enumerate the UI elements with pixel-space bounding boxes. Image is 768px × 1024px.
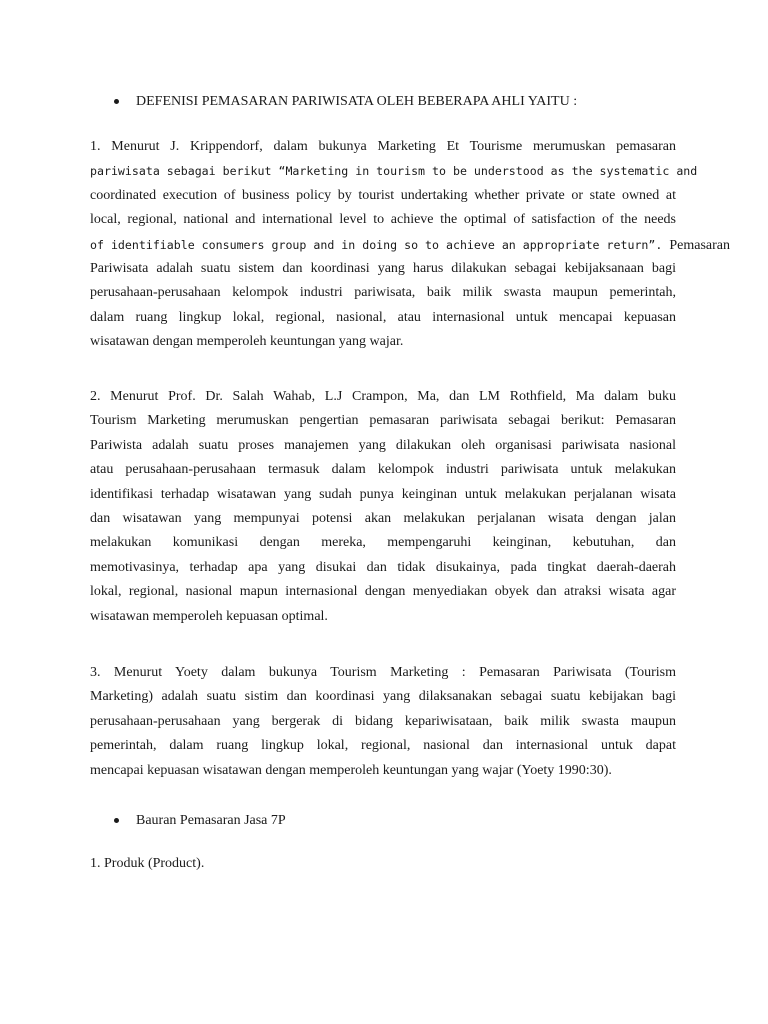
text-line: perusahaan-perusahaan kelompok industri pariwisata, baik milik swasta maupun pemerintah, xyxy=(90,285,676,301)
list-item-produk: 1. Produk (Product). xyxy=(90,856,205,871)
text-line: pariwisata sebagai berikut “Marketing in tourism to be understood as the systematic and xyxy=(90,164,698,179)
text-span: of identifiable consumers group and in doing so to achieve an appropriate return”. xyxy=(90,237,663,252)
text-line: wisatawan dengan memperoleh keuntungan yang wajar. xyxy=(90,334,404,350)
text-line: dalam ruang lingkup lokal, regional, nasional, atau internasional untuk mencapai kepuasan xyxy=(90,309,676,325)
text-line: pemerintah, dalam ruang lingkup lokal, regional, nasional dan internasional untuk dapat xyxy=(90,738,676,754)
text-line: lokal, regional, nasional mapun internasional dengan menyediakan obyek dan atraksi wisata agar xyxy=(90,584,676,600)
text-line: wisatawan memperoleh kepuasan optimal. xyxy=(90,608,328,624)
text-line: perusahaan-perusahaan yang bergerak di bidang kepariwisataan, baik milik swasta maupun xyxy=(90,713,676,729)
text-line: 1. Menurut J. Krippendorf, dalam bukunya Marketing Et Tourisme merumuskan pemasaran xyxy=(90,139,676,154)
text-span: Pemasaran xyxy=(669,237,731,253)
text-line: dan wisatawan yang mempunyai potensi akan melakukan perjalanan wisata dengan jalan xyxy=(90,510,676,526)
bullet-text: Bauran Pemasaran Jasa 7P xyxy=(136,813,286,828)
text-line xyxy=(90,233,731,257)
bullet-dot-icon xyxy=(114,99,119,104)
text-line: melakukan komunikasi dengan mereka, mempengaruhi keinginan, kebutuhan, dan xyxy=(90,535,676,551)
paragraph-wahab xyxy=(90,385,676,629)
paragraph-yoety xyxy=(90,661,676,783)
bullet-text: DEFENISI PEMASARAN PARIWISATA OLEH BEBERAPA AHLI YAITU : xyxy=(136,94,578,109)
text-line: Pariwisata adalah suatu sistem dan koordinasi yang harus dilakukan sebagai kebijaksanaan bagi xyxy=(90,260,676,276)
text-line: 2. Menurut Prof. Dr. Salah Wahab, L.J Crampon, Ma, dan LM Rothfield, Ma dalam buku xyxy=(90,389,676,404)
text-line: local, regional, national and international level to achieve the optimal of satisfaction of the needs xyxy=(90,212,676,228)
bullet-dot-icon xyxy=(114,818,119,823)
text-line: Pariwista adalah suatu proses manajemen yang dilakukan oleh organisasi pariwisata nasional xyxy=(90,437,676,453)
paragraph-krippendorf xyxy=(90,135,731,355)
text-line: atau perusahaan-perusahaan termasuk dalam kelompok industri pariwisata untuk melakukan xyxy=(90,462,676,478)
text-line: 3. Menurut Yoety dalam bukunya Tourism Marketing : Pemasaran Pariwisata (Tourism xyxy=(90,665,676,680)
text-line: Marketing) adalah suatu sistim dan koordinasi yang dilaksanakan sebagai suatu kebijakan bagi xyxy=(90,689,676,705)
text-line: identifikasi terhadap wisatawan yang sudah punya keinginan untuk melakukan perjalanan wisata xyxy=(90,486,676,502)
text-line: coordinated execution of business policy by tourist undertaking whether private or state owned at xyxy=(90,187,676,203)
text-line: memotivasinya, terhadap apa yang disukai dan tidak disukainya, pada tingkat daerah-daerah xyxy=(90,559,676,575)
text-line: Tourism Marketing merumuskan pengertian pemasaran pariwisata sebagai berikut: Pemasaran xyxy=(90,413,676,429)
text-line: mencapai kepuasan wisatawan dengan memperoleh keuntungan yang wajar (Yoety 1990:30). xyxy=(90,762,612,778)
